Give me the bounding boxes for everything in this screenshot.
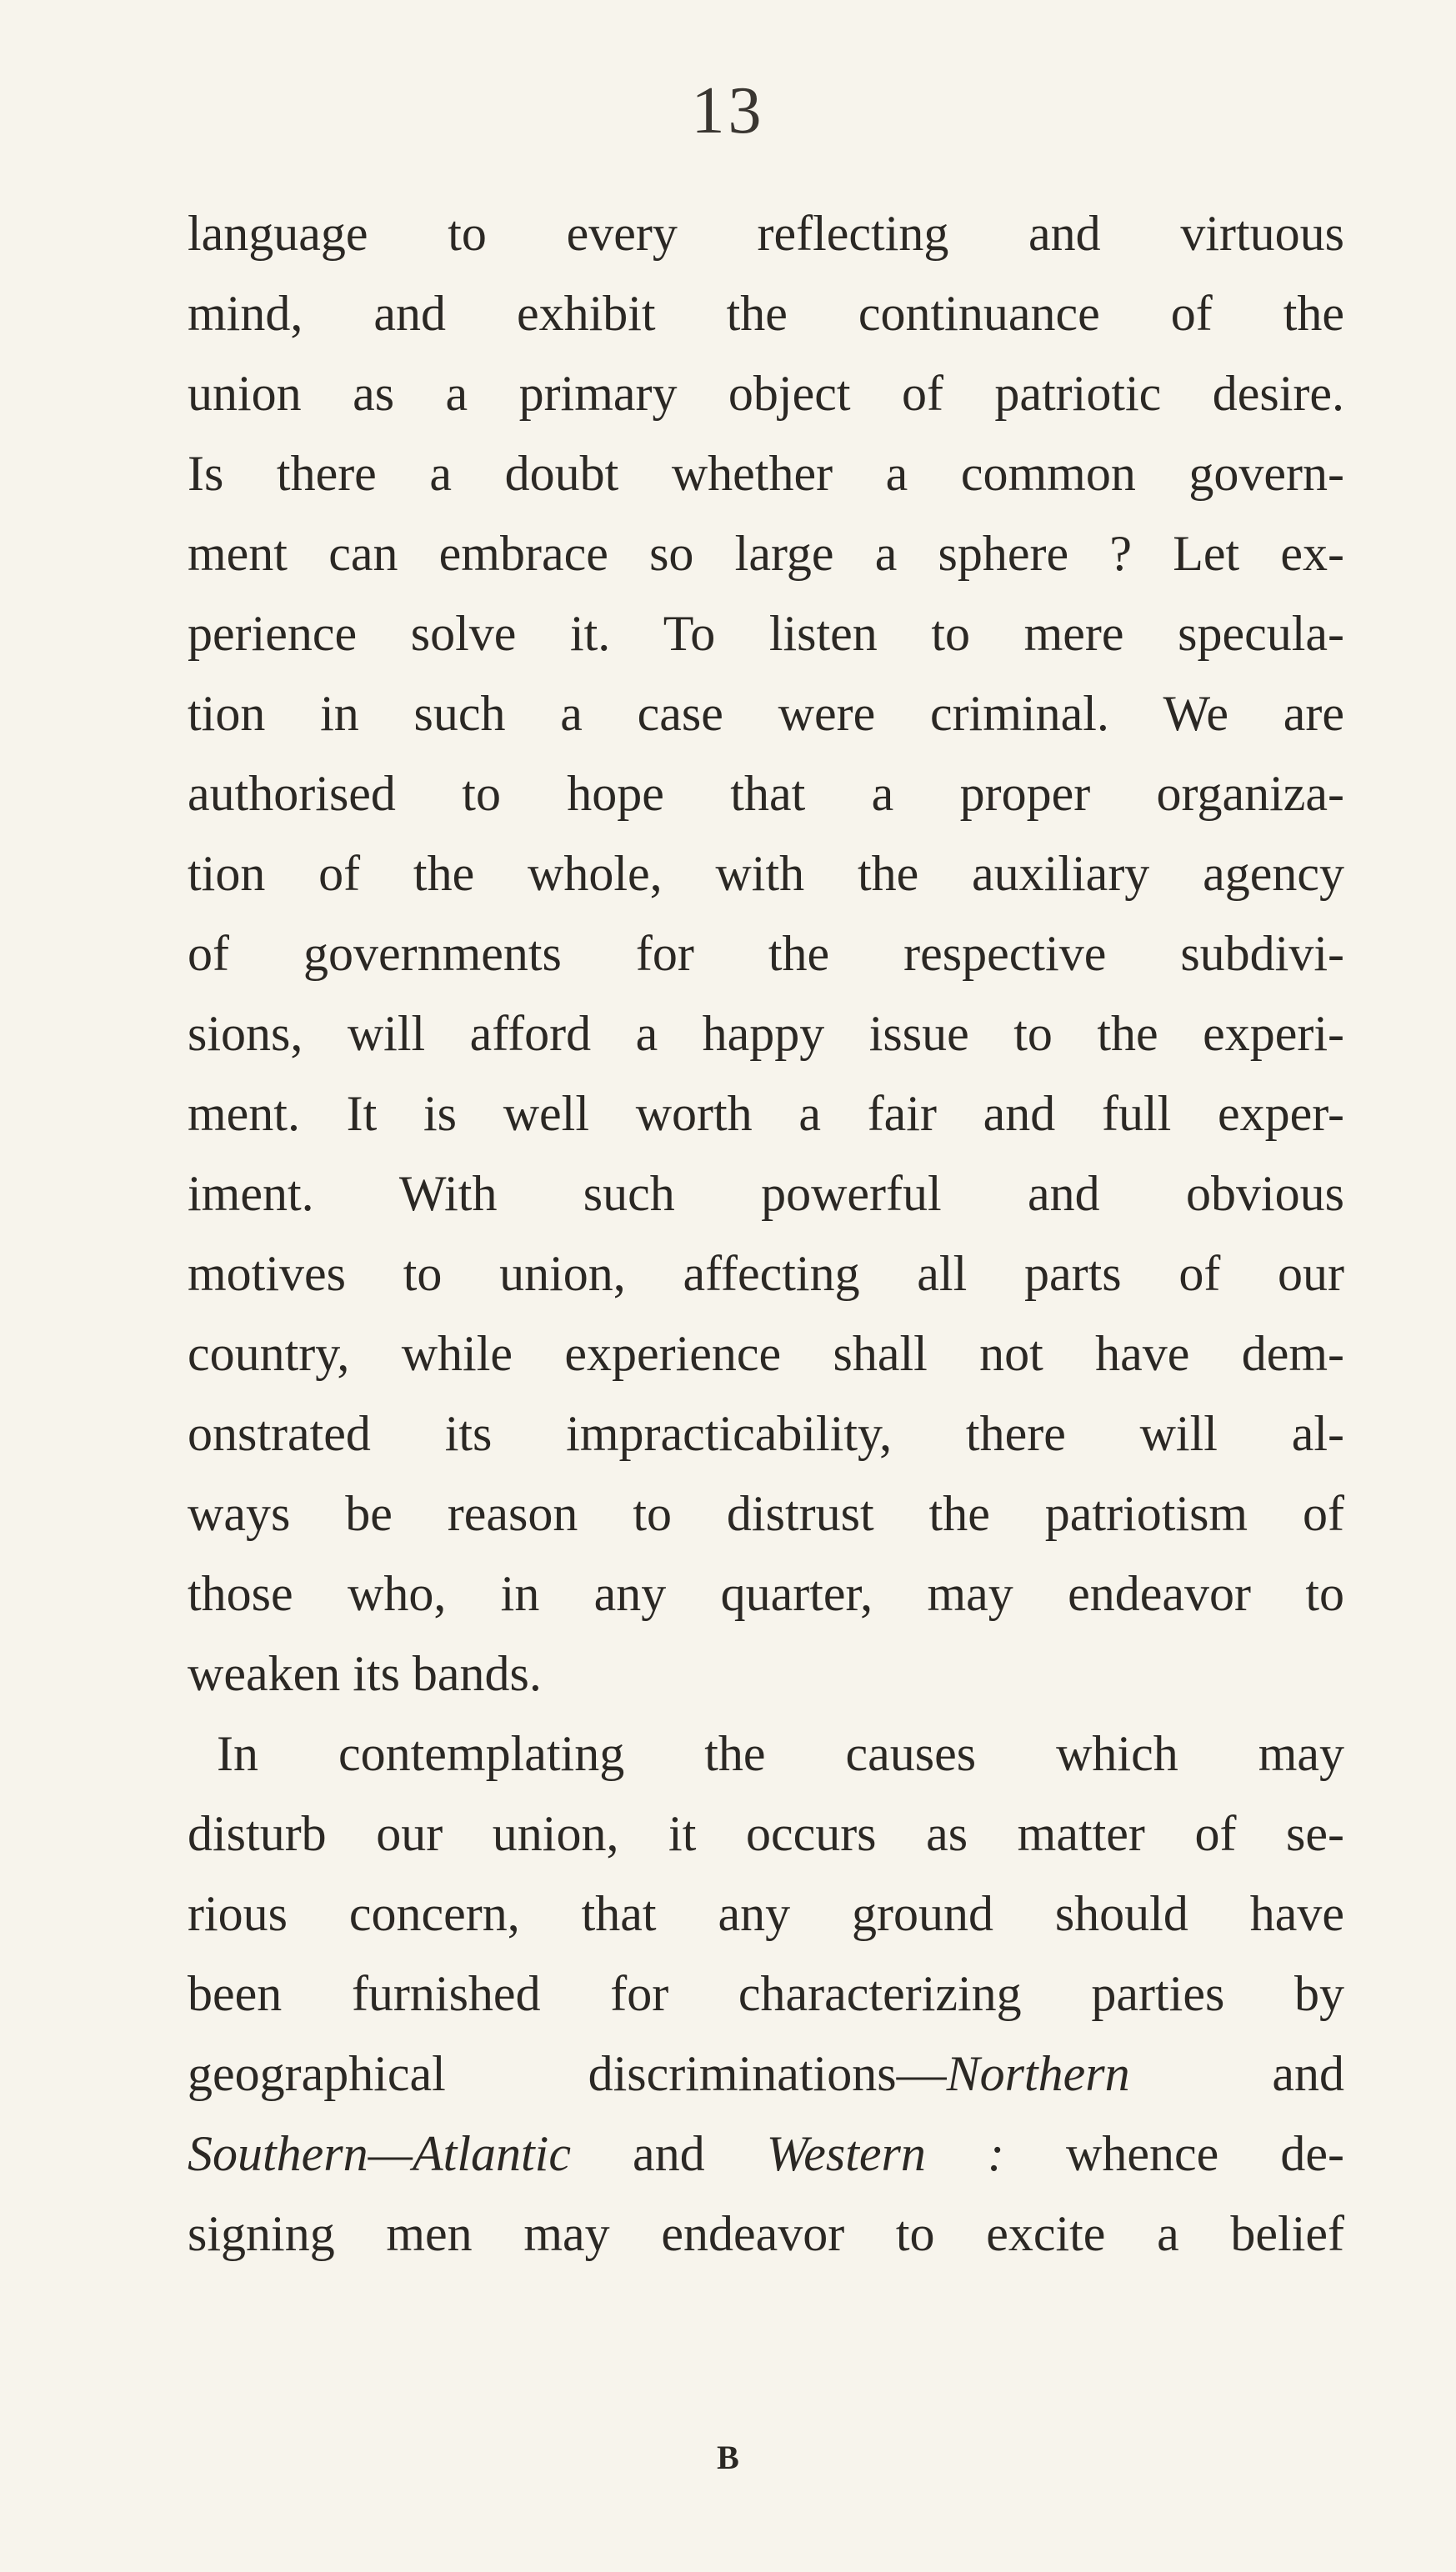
text-line: perience solve it. To listen to mere specula- [188,606,1344,661]
text-line [188,2034,1344,2114]
text-line: been furnished for characterizing parties by [188,1966,1344,2021]
text-line: Is there a doubt whether a common govern- [188,446,1344,501]
text-line: ment can embrace so large a sphere ? Let ex- [188,526,1344,581]
text-line: motives to union, affecting all parts of our [188,1246,1344,1301]
text-line: weaken its bands. [188,1646,542,1701]
text-span: geographical discriminations— [188,2046,947,2101]
text-line: sions, will afford a happy issue to the experi- [188,1006,1344,1061]
text-line: iment. With such powerful and obvious [188,1166,1344,1221]
italic-term: Southern—Atlantic [188,2126,571,2181]
text-line: tion in such a case were criminal. We are [188,686,1344,741]
text-line: tion of the whole, with the auxiliary agency [188,846,1344,901]
text-line: rious concern, that any ground should have [188,1886,1344,1941]
text-line: disturb our union, it occurs as matter of se- [188,1806,1344,1861]
text-line: mind, and exhibit the continuance of the [188,286,1344,341]
text-line: of governments for the respective subdivi- [188,926,1344,981]
text-line: language to every reflecting and virtuous [188,206,1344,261]
text-line: signing men may endeavor to excite a belief [188,2206,1344,2261]
text-span: and [570,2126,767,2181]
text-line: ways be reason to distrust the patriotism of [188,1486,1344,1541]
text-span: and [1129,2046,1344,2101]
text-line: country, while experience shall not have dem- [188,1326,1344,1381]
text-line: union as a primary object of patriotic desire. [188,366,1344,421]
signature-mark: B [717,2439,739,2476]
text-line: In contemplating the causes which may [217,1726,1344,1781]
text-line: ment. It is well worth a fair and full exper- [188,1086,1344,1141]
italic-term: Western : [766,2126,1004,2181]
text-line: onstrated its impracticability, there will al- [188,1406,1344,1461]
page-number: 13 [691,74,765,148]
text-line [188,2114,1344,2194]
italic-term: Northern [946,2046,1130,2101]
text-line: authorised to hope that a proper organiza- [188,766,1344,821]
text-line: those who, in any quarter, may endeavor to [188,1566,1344,1621]
text-span: whence de- [1003,2126,1344,2181]
